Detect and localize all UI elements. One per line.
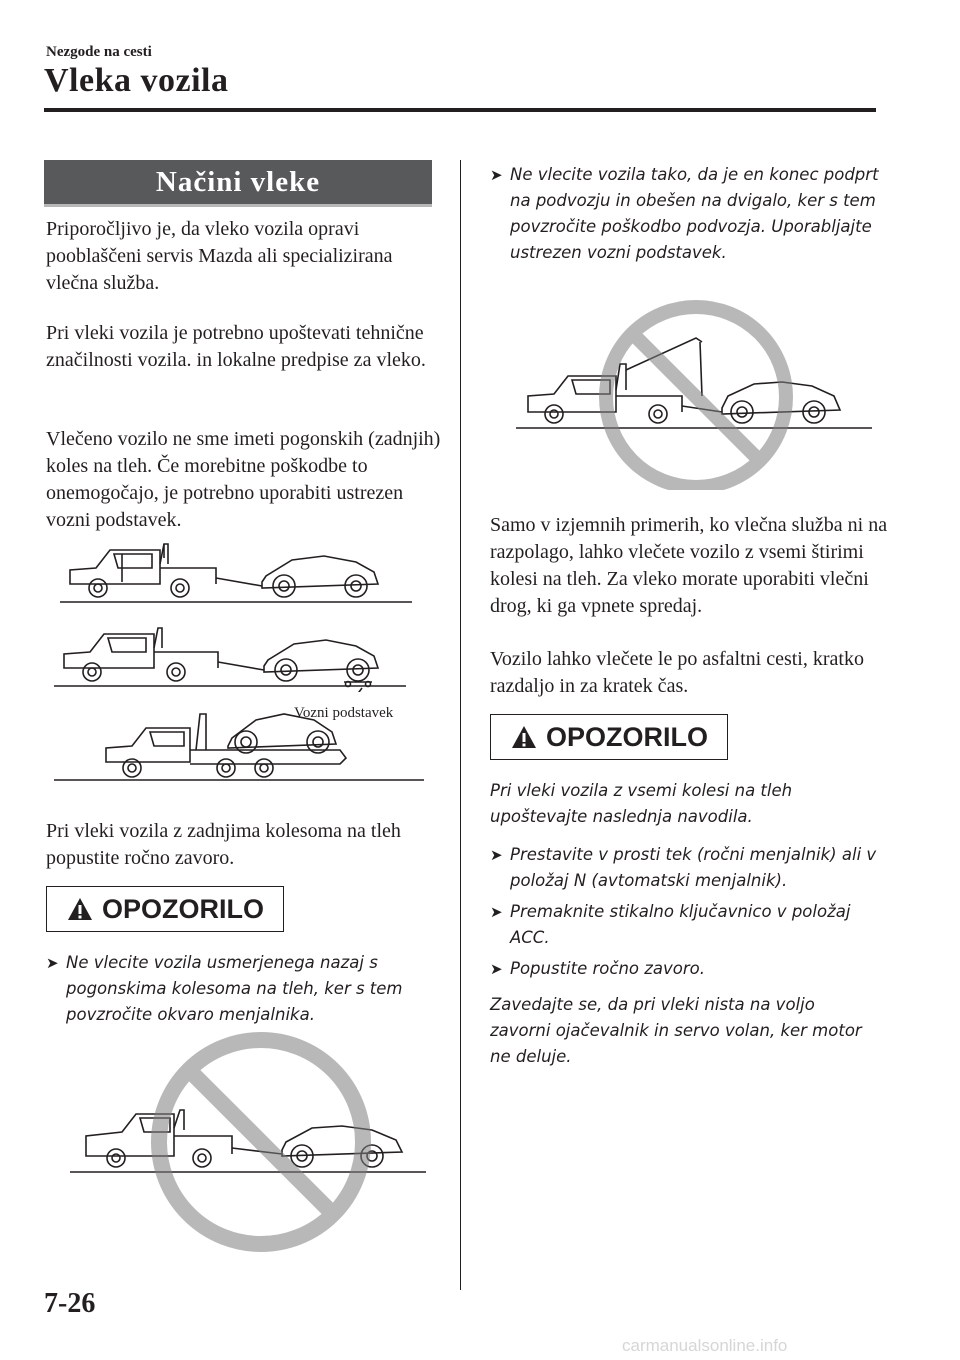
prohibition-sign-icon xyxy=(606,307,786,487)
title-rule xyxy=(44,108,876,112)
tow-truck-wheel-lift-illustration xyxy=(56,538,416,608)
column-divider xyxy=(460,160,461,1290)
warning-list-left xyxy=(46,950,436,1033)
dolly-label: Vozni podstavek xyxy=(294,705,394,721)
footer-watermark: carmanualsonline.info xyxy=(622,1336,788,1355)
prohibited-dolly-lift-illustration xyxy=(516,300,876,490)
warning-intro: Pri vleki vozila z vsemi kolesi na tleh upoštevajte naslednja navodila. xyxy=(490,781,793,826)
warning-list-right-top xyxy=(490,162,880,271)
prohibited-towing-backward-illustration xyxy=(70,1030,430,1260)
list-item: ➤ Prestavite v prosti tek (ročni menjalnik) ali v položaj N (avtomatski menjalnik). xyxy=(490,842,880,894)
warning-label: OPOZORILO xyxy=(102,893,264,924)
closing-warning: Zavedajte se, da pri vleki nista na voljo zavorni ojačevalnik in servo volan, ker motor ne deluje. xyxy=(490,995,862,1066)
triangle-bullet-icon: ➤ xyxy=(46,954,59,972)
drive-wheels-paragraph: Vlečeno vozilo ne sme imeti pogonskih (zadnjih) koles na tleh. Če morebitne poškodbe to onemogočajo, je potrebno uporabiti ustrezen vozni podstavek. xyxy=(46,428,441,531)
regulations-paragraph: Pri vleki vozila je potrebno upoštevati tehnične značilnosti vozila. in lokalne predpise za vleko. xyxy=(46,322,426,371)
triangle-bullet-icon: ➤ xyxy=(490,166,503,184)
page-title: Vleka vozila xyxy=(44,62,229,99)
section-label: Nezgode na cesti xyxy=(46,44,152,60)
list-item: ➤ Premaknite stikalno ključavnico v položaj ACC. xyxy=(490,899,880,951)
intro-paragraph: Priporočljivo je, da vleko vozila opravi pooblaščeni servis Mazda ali specializirana vlečna služba. xyxy=(46,218,393,294)
flatbed-truck-illustration xyxy=(50,700,430,786)
warning-list-right xyxy=(490,842,880,987)
tow-truck-dolly-illustration xyxy=(50,624,410,692)
handbrake-paragraph: Pri vleki vozila z zadnjima kolesoma na tleh popustite ročno zavoro. xyxy=(46,820,401,869)
triangle-bullet-icon: ➤ xyxy=(490,960,503,978)
emergency-towing-paragraph: Samo v izjemnih primerih, ko vlečna služba ni na razpolago, lahko vlečete vozilo z vsemi štirimi kolesi na tleh. Za vleko morate uporabiti vlečni drog, ki ga vpnete spredaj. xyxy=(490,514,888,617)
warning-box-left xyxy=(46,886,284,932)
list-item: ➤ Popustite ročno zavoro. xyxy=(490,956,880,982)
list-item: ➤ Ne vlecite vozila tako, da je en konec podprt na podvozju in obešen na dvigalo, ker s tem povzročite poškodbo podvozja. Uporabljajte ustrezen vozni podstavek. xyxy=(490,162,880,266)
warning-box-right xyxy=(490,714,728,760)
warning-triangle-icon xyxy=(510,724,538,750)
page-number: 7-26 xyxy=(44,1288,96,1319)
heading-underline xyxy=(44,204,432,207)
triangle-bullet-icon: ➤ xyxy=(490,846,503,864)
warning-label: OPOZORILO xyxy=(546,721,708,752)
warning-triangle-icon xyxy=(66,896,94,922)
prohibition-sign-icon xyxy=(159,1040,363,1244)
triangle-bullet-icon: ➤ xyxy=(490,903,503,921)
list-item: ➤ Ne vlecite vozila usmerjenega nazaj s pogonskima kolesoma na tleh, ker s tem povzročite okvaro menjalnika. xyxy=(46,950,436,1028)
section-heading: Načini vleke xyxy=(44,160,432,204)
asphalt-paragraph: Vozilo lahko vlečete le po asfaltni cesti, kratko razdaljo in za kratek čas. xyxy=(490,648,864,697)
